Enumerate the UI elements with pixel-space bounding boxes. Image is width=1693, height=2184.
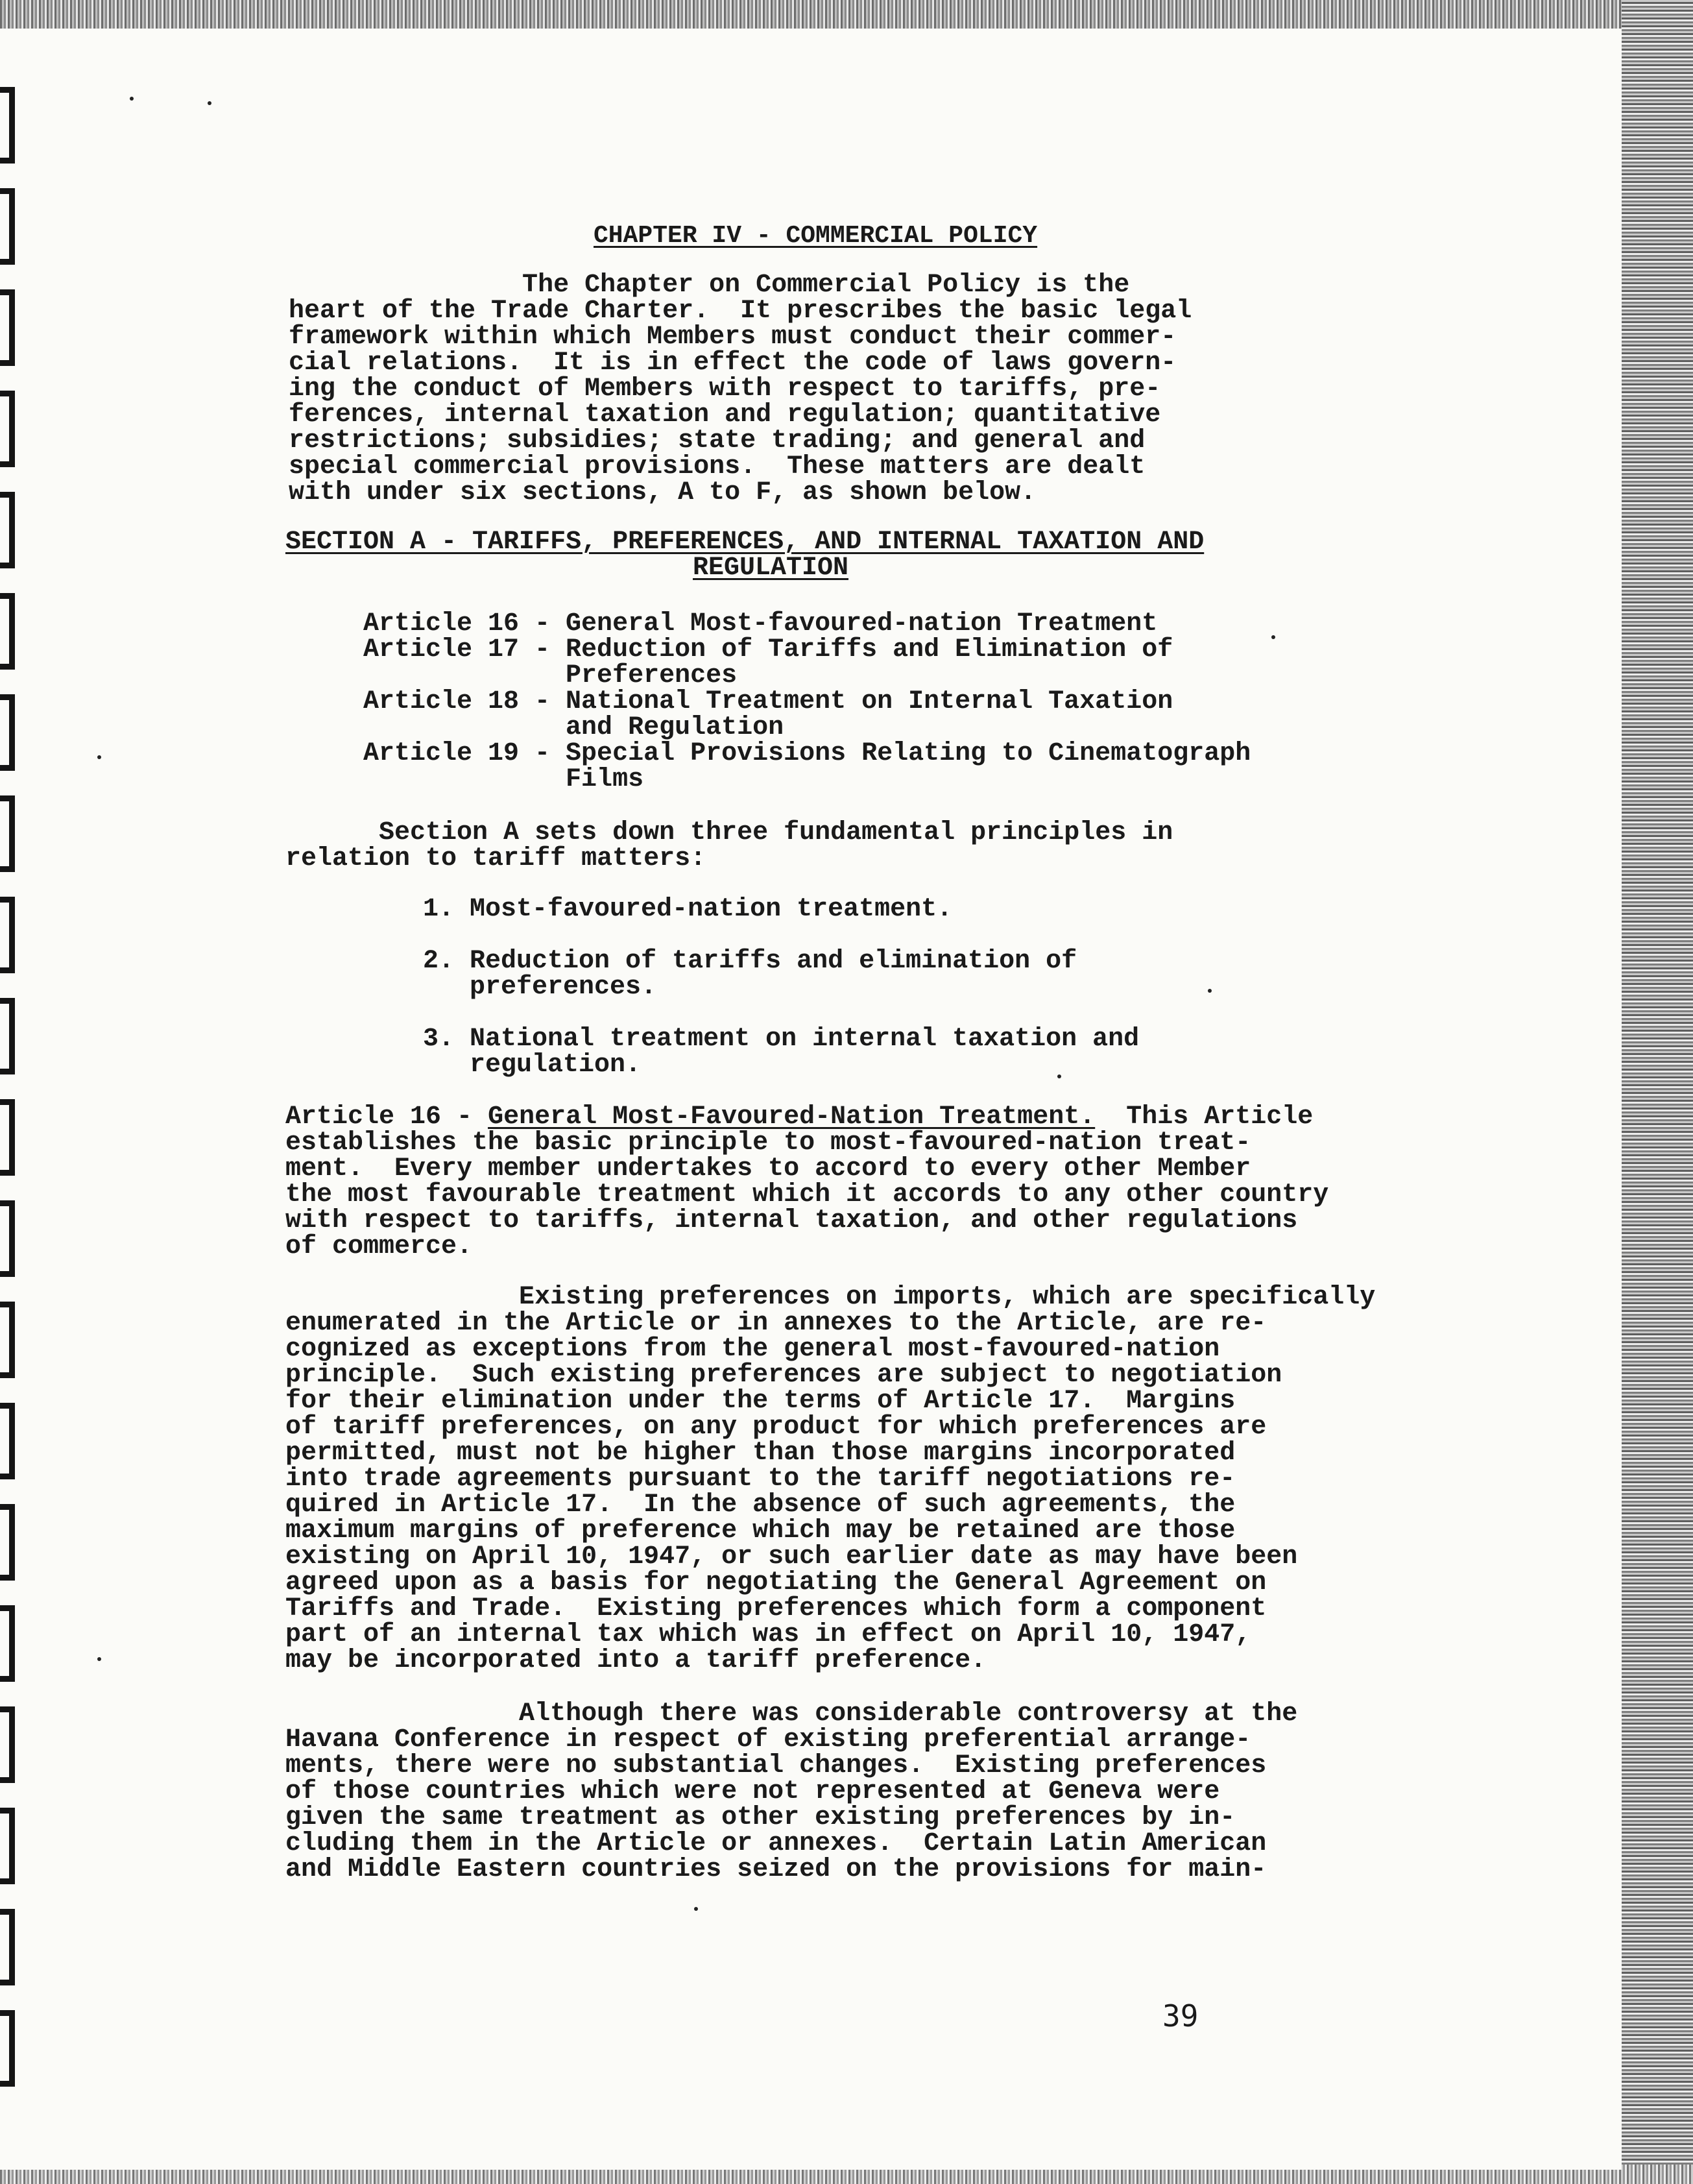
binding-bracket [0, 87, 15, 164]
scan-speck [1271, 635, 1275, 639]
text-line: permitted, must not be higher than those margins incorporated [285, 1438, 1236, 1468]
text-line: Existing preferences on imports, which are specifically [285, 1283, 1376, 1312]
text-line: Tariffs and Trade. Existing preferences which form a component [285, 1594, 1267, 1623]
text-line: cluding them in the Article or annexes. Certain Latin American [285, 1829, 1267, 1858]
text-line: and Middle Eastern countries seized on the provisions for main- [285, 1855, 1267, 1884]
binding-bracket [0, 2010, 15, 2087]
text-line: cial relations. It is in effect the code of laws govern- [289, 348, 1177, 378]
text-line: for their elimination under the terms of Article 17. Margins [285, 1387, 1236, 1416]
binding-bracket [0, 1403, 15, 1479]
principle-item [423, 897, 952, 923]
existing-preferences-paragraph [285, 1285, 1375, 1674]
text-line: cognized as exceptions from the general most-favoured-nation [285, 1335, 1220, 1364]
scan-edge-top [0, 0, 1693, 32]
binding-bracket [0, 998, 15, 1074]
scan-speck [97, 755, 101, 759]
text-line: heart of the Trade Charter. It prescribes the basic legal [289, 297, 1192, 326]
text-line: given the same treatment as other existing preferences by in- [285, 1803, 1236, 1832]
text-line: 3. National treatment on internal taxation and [423, 1025, 1140, 1054]
binding-bracket [0, 1706, 15, 1783]
binding-bracket [0, 1605, 15, 1682]
scan-speck [130, 97, 134, 101]
text-line: Preferences [363, 661, 738, 690]
document-page [0, 29, 1622, 2170]
text-line: ing the conduct of Members with respect to tariffs, pre- [289, 374, 1161, 404]
binding-bracket [0, 795, 15, 872]
scan-edge-right [1622, 0, 1693, 2184]
article-16-paragraph [285, 1130, 1328, 1260]
text-line: with respect to tariffs, internal taxation, and other regulations [285, 1206, 1298, 1235]
text-line: existing on April 10, 1947, or such earlier date as may have been [285, 1542, 1298, 1571]
text-line: relation to tariff matters: [285, 844, 706, 873]
binding-bracket [0, 289, 15, 366]
page-number: 39 [1162, 1998, 1199, 2033]
article-16-title: General Most-Favoured-Nation Treatment. [488, 1102, 1096, 1132]
principles-intro [285, 820, 1173, 872]
text-line: Films [363, 765, 644, 794]
text-line: agreed upon as a basis for negotiating the General Agreement on [285, 1568, 1267, 1597]
principle-item [423, 949, 1077, 1001]
text-line: Article 18 - National Treatment on Internal Taxation [363, 687, 1173, 716]
text-line: Section A sets down three fundamental principles in [285, 818, 1173, 847]
binding-bracket [0, 188, 15, 265]
text-line: 1. Most-favoured-nation treatment. [423, 895, 953, 924]
text-line: Article 17 - Reduction of Tariffs and Elimination of [363, 635, 1173, 664]
binding-bracket [0, 1099, 15, 1176]
binding-bracket [0, 391, 15, 467]
article-16-heading-line [285, 1104, 1313, 1130]
text-line: Although there was considerable controversy at the [285, 1699, 1298, 1729]
scan-speck [694, 1907, 698, 1911]
text-line: framework within which Members must conduct their commer- [289, 322, 1177, 352]
text-line: of commerce. [285, 1232, 473, 1261]
text-line: establishes the basic principle to most-favoured-nation treat- [285, 1128, 1251, 1158]
text-line: principle. Such existing preferences are subject to negotiation [285, 1361, 1282, 1390]
text-line: regulation. [423, 1050, 642, 1080]
binding-bracket [0, 1504, 15, 1581]
binding-bracket [0, 1909, 15, 1985]
text-line: into trade agreements pursuant to the tariff negotiations re- [285, 1464, 1236, 1494]
text-line: Havana Conference in respect of existing preferential arrange- [285, 1725, 1251, 1754]
text-line: quired in Article 17. In the absence of such agreements, the [285, 1490, 1236, 1520]
text-line: the most favourable treatment which it accords to any other country [285, 1180, 1329, 1209]
scan-speck [208, 101, 211, 105]
binding-bracket [0, 1302, 15, 1378]
principle-item [423, 1026, 1139, 1078]
text-line: The Chapter on Commercial Policy is the [289, 271, 1130, 300]
havana-conference-paragraph [285, 1701, 1297, 1883]
text-line: ments, there were no substantial changes. Existing preferences [285, 1751, 1267, 1780]
binding-bracket [0, 1808, 15, 1884]
text-line: 2. Reduction of tariffs and elimination of [423, 947, 1077, 976]
text-line: preferences. [423, 973, 657, 1002]
text-line: special commercial provisions. These matters are dealt [289, 452, 1146, 481]
binding-bracket [0, 694, 15, 771]
intro-paragraph [289, 273, 1192, 506]
section-a-heading-cont: REGULATION [693, 553, 849, 583]
text-line: part of an internal tax which was in effect on April 10, 1947, [285, 1620, 1251, 1649]
text-line: ferences, internal taxation and regulation; quantitative [289, 400, 1161, 430]
text-line: enumerated in the Article or in annexes to the Article, are re- [285, 1309, 1267, 1338]
binding-bracket [0, 897, 15, 973]
text-line: Article 16 - General Most-favoured-nation Treatment [363, 609, 1158, 638]
article-16-first-line-rest: This Article [1095, 1102, 1314, 1132]
text-line: Article 19 - Special Provisions Relating to Cinematograph [363, 739, 1251, 768]
binding-bracket [0, 1200, 15, 1277]
text-line: may be incorporated into a tariff preference. [285, 1646, 987, 1675]
binding-bracket [0, 492, 15, 568]
text-line: restrictions; subsidies; state trading; and general and [289, 426, 1146, 455]
article-16-label: Article 16 - [285, 1102, 488, 1132]
text-line: maximum margins of preference which may be retained are those [285, 1516, 1236, 1546]
scan-speck [97, 1657, 101, 1661]
binding-bracket [0, 593, 15, 670]
scan-speck [1208, 989, 1212, 993]
section-a-heading: SECTION A - TARIFFS, PREFERENCES, AND INTERNAL TAXATION AND [285, 528, 1205, 557]
text-line: with under six sections, A to F, as shown below. [289, 478, 1037, 507]
text-line: of tariff preferences, on any product for which preferences are [285, 1413, 1267, 1442]
page-title: CHAPTER IV - COMMERCIAL POLICY [594, 222, 1038, 250]
text-line: and Regulation [363, 713, 784, 742]
text-line: of those countries which were not represented at Geneva were [285, 1777, 1220, 1806]
text-line: ment. Every member undertakes to accord to every other Member [285, 1154, 1251, 1183]
article-list [363, 611, 1251, 793]
